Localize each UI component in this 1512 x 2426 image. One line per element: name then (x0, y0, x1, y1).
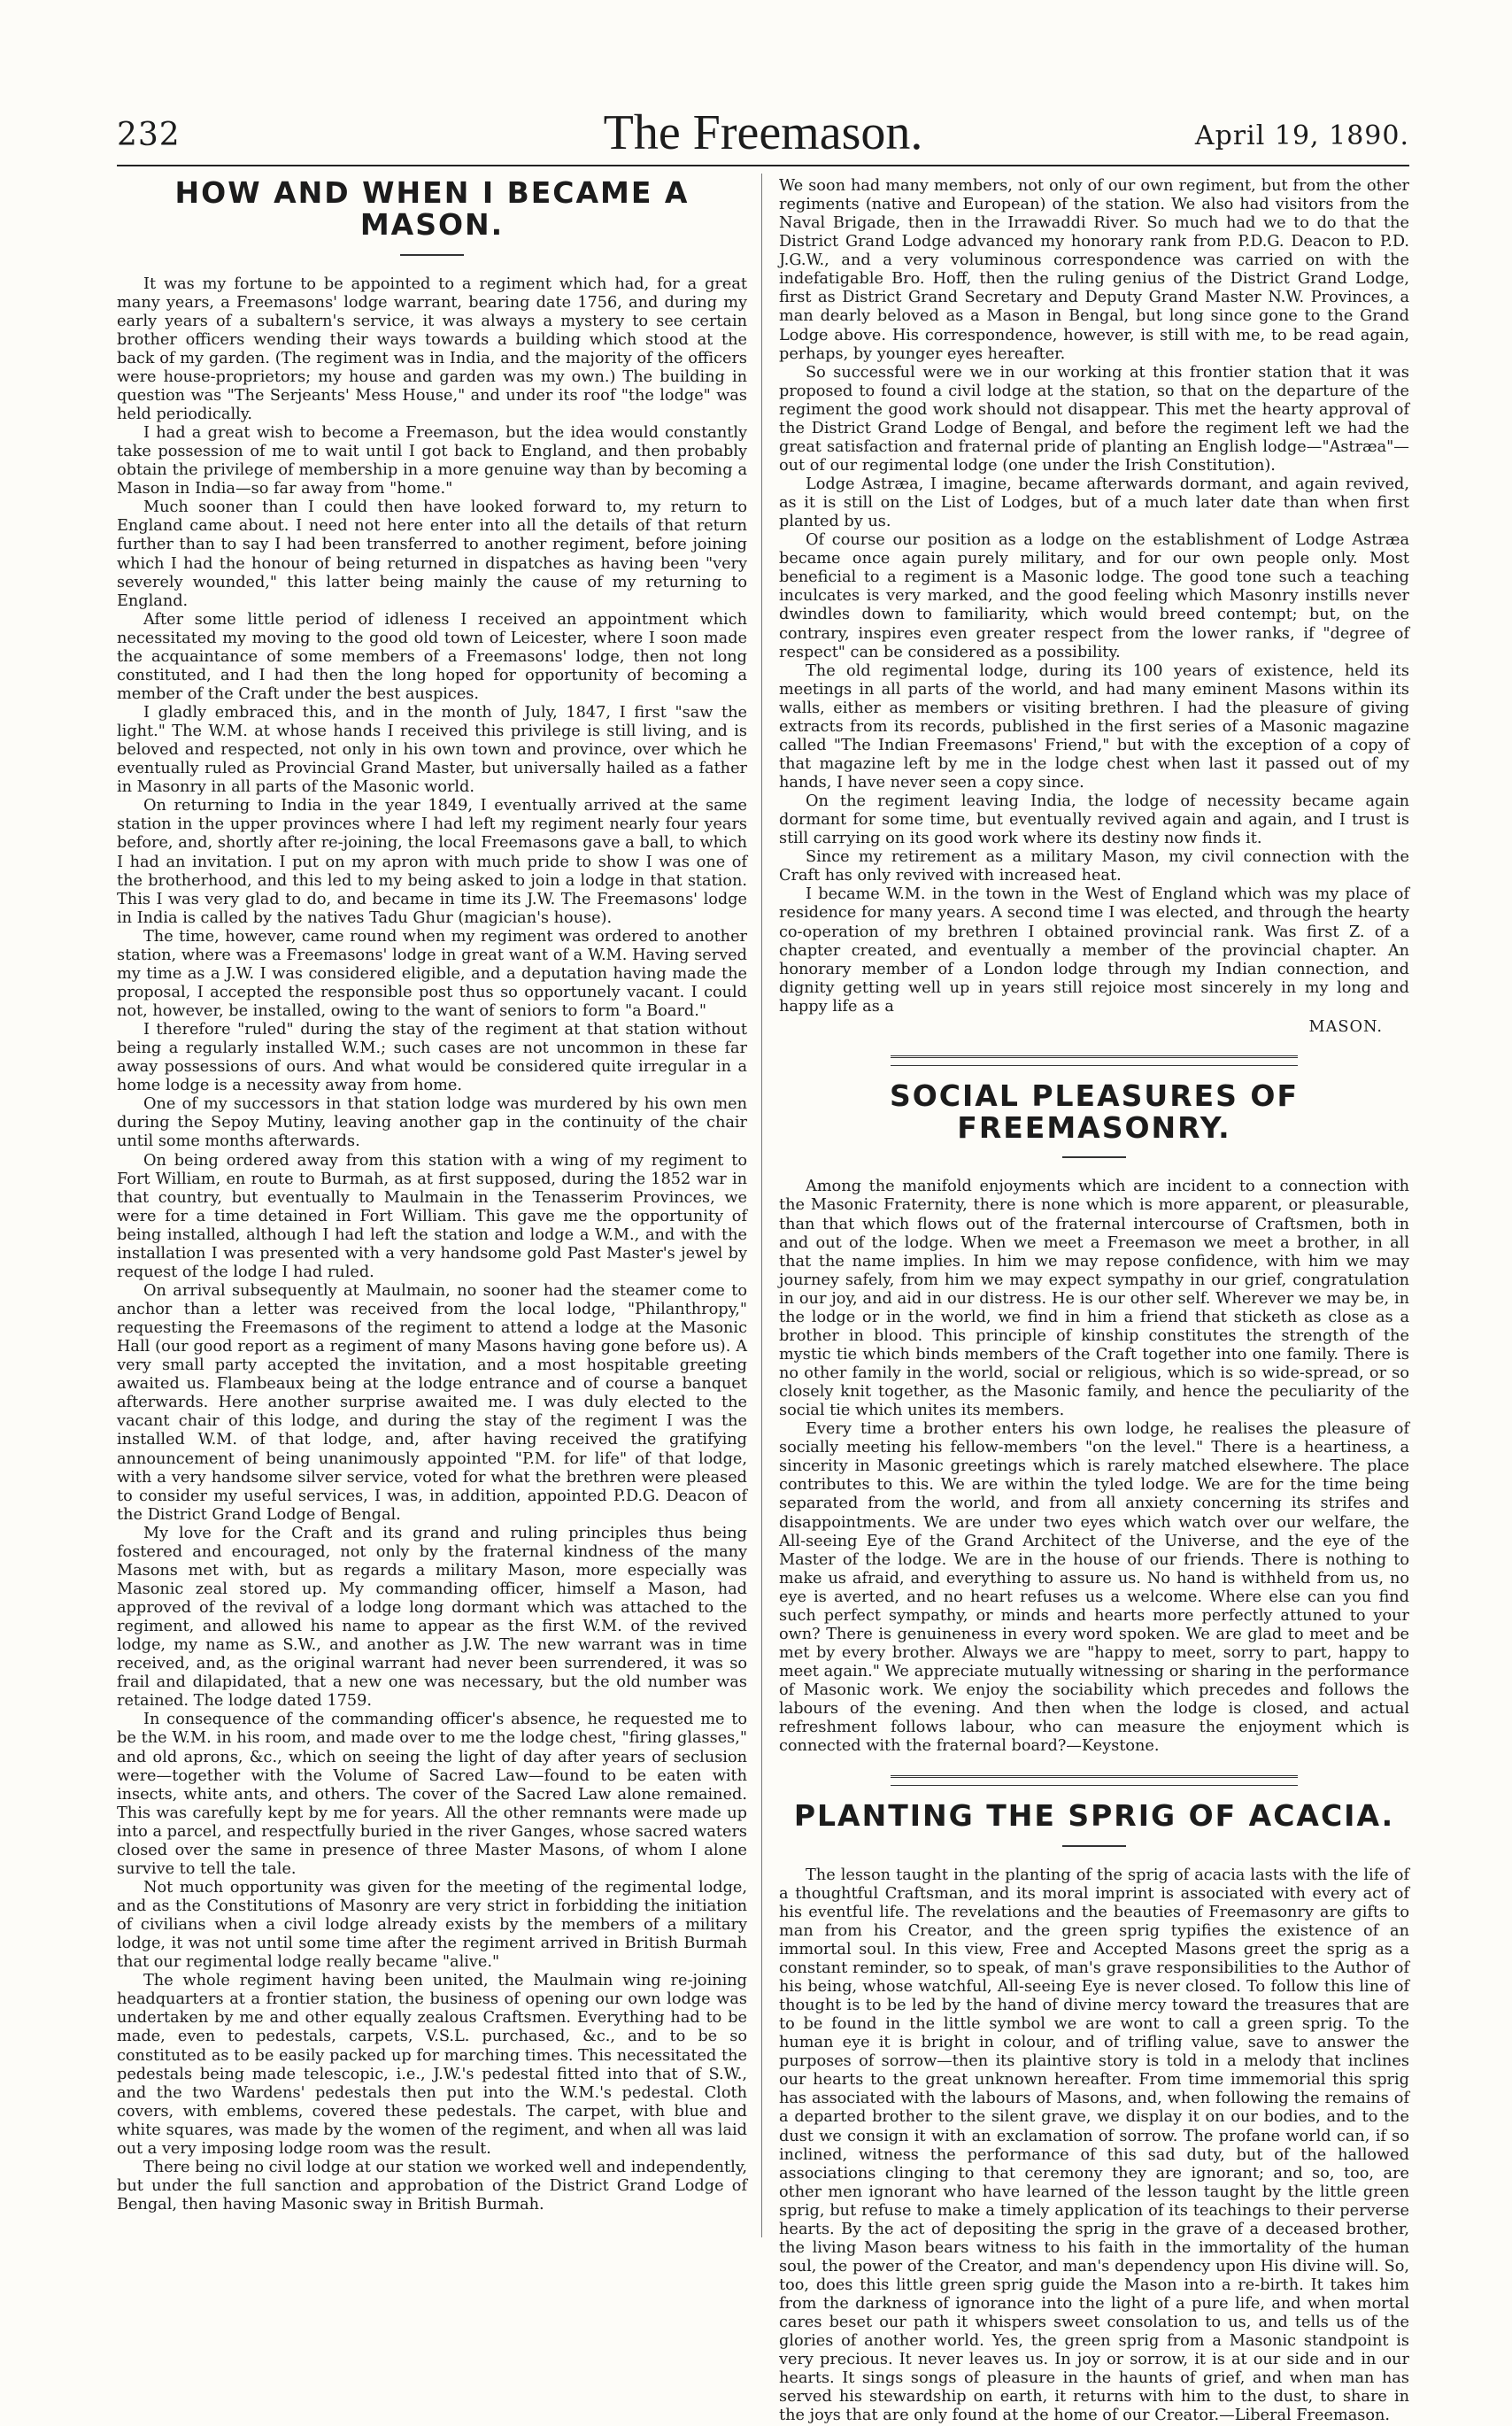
paragraph: The lesson taught in the planting of the sprig of acacia lasts with the life of a thoughtful Craftsman, and its moral imprint is associated with every act of his eventful life. The revelations and the beauties of Freemasonry are gifts to man from his Creator, and the green sprig typifies the existence of an immortal soul. In this view, Free and Accepted Masons greet the sprig as a constant reminder, so to speak, of man's grave responsibilities to the Author of his being, whose watchful, All-seeing Eye is never closed. To follow this line of thought is to be led by the hand of divine mercy toward the treasures that are to be found in the little symbol we are wont to call a green sprig. To the human eye it is bright in colour, and of trifling value, save to answer the purposes of sorrow—then its plaintive story is told in a melody that inclines our hearts to the great unknown hereafter. From time immemorial this sprig has associated with the labours of Masons, and, when following the remains of a departed brother to the silent grave, we display it on our bodies, and to the dust we consign it with an exclamation of sorrow. The profane world can, if so inclined, witness the performance of this sad duty, but of the hallowed associations clinging to that ceremony they are ignorant; and so, too, are other men ignorant who have learned of the lesson taught by the little green sprig, but refuse to make a timely application of its teachings to their perverse hearts. By the act of depositing the sprig in the grave of a deceased brother, the living Mason bears witness to his faith in the immortality of the human soul, the power of the Creator, and man's dependency upon His divine will. So, too, does this little green sprig guide the Mason into a re-birth. It takes him from the darkness of ignorance into the light of a pure life, and when mortal cares beset our path it whispers sweet consolation to us, and tells us of the glories of another world. Yes, the green sprig from a Masonic standpoint is very precious. It never leaves us. In joy or sorrow, it is at our side and in our hearts. It sings songs of pleasure in the haunts of grief, and when man has served his stewardship on earth, it returns with him to the dust, to share in the joys that are only found at the home of our Creator.—Liberal Freemason. (779, 1866, 1409, 2425)
title-rule (1062, 1156, 1126, 1158)
paragraph: So successful were we in our working at this frontier station that it was proposed to found a civil lodge at the station, so that on the departure of the regiment the good work should not disappear. This met the hearty approval of the District Grand Lodge of Bengal, and before the regiment left we had the great satisfaction and fraternal pride of planting an English lodge—"Astræa"—out of our regimental lodge (one under the Irish Constitution). (779, 363, 1409, 475)
paragraph: Much sooner than I could then have looked forward to, my return to England came about. I need not here enter into all the details of that return further than to say I had been transferred to another regiment, before joining which I had the honour of being returned in dispatches as having been "very severely wounded," this latter being mainly the cause of my returning to England. (117, 498, 747, 610)
paragraph: I therefore "ruled" during the stay of the regiment at that station without being a regularly installed W.M.; such cases are not uncommon in these far away possessions of ours. And what would be considered quite irregular in a home lodge is a necessity away from home. (117, 1021, 747, 1095)
article-social-pleasures (779, 1080, 1409, 1757)
paragraph: It was my fortune to be appointed to a regiment which had, for a great many years, a Freemasons' lodge warrant, bearing date 1756, and during my early years of a subaltern's service, it was always a mystery to see certain brother officers wending their ways towards a building which stood at the back of my garden. (The regiment was in India, and the majority of the officers were house-proprietors; my house and garden was my own.) The building in question was "The Serjeants' Mess House," and under its roof "the lodge" was held periodically. (117, 274, 747, 424)
paragraph: There being no civil lodge at our station we worked well and independently, but under the full sanction and approbation of the District Grand Lodge of Bengal, then having Masonic sway in British Burmah. (117, 2158, 747, 2214)
paragraph: Of course our position as a lodge on the establishment of Lodge Astræa became once again purely military, and for our own people only. Most beneficial to a regiment is a Masonic lodge. The good tone such a teaching inculcates is very marked, and the good feeling which Masonry instills never dwindles down to familiarity, which would breed contempt; but, on the contrary, inspires even greater respect from the lower ranks, if "degree of respect" can be considered as a possibility. (779, 531, 1409, 661)
article-title: SOCIAL PLEASURES OF FREEMASONRY. (889, 1078, 1300, 1146)
right-column (779, 177, 1409, 2425)
paragraph: Lodge Astræa, I imagine, became afterwards dormant, and again revived, as it is still on the List of Lodges, but of a much later date than when first planted by us. (779, 475, 1409, 531)
paragraph: On the regiment leaving India, the lodge of necessity became again dormant for some time, but eventually revived again and again, and I trust is still carrying on its good work where its destiny now finds it. (779, 792, 1409, 848)
paragraph: Since my retirement as a military Mason, my civil connection with the Craft has only revived with increased heat. (779, 848, 1409, 885)
paragraph: The whole regiment having been united, the Maulmain wing re-joining headquarters at a frontier station, the business of opening our own lodge was undertaken by me and other equally zealous Craftsmen. Everything had to be made, even to pedestals, carpets, V.S.L. purchased, &c., and to be so constituted as to be easily packed up for marching times. This necessitated the pedestals being made telescopic, i.e., J.W.'s pedestal fitted into that of S.W., and the two Wardens' pedestals then put into the W.M.'s pedestal. Cloth covers, with emblems, covered these pedestals. The carpet, with blue and white squares, was made by the women of the regiment, and when all was laid out a very imposing lodge room was the result. (117, 1972, 747, 2158)
page-header (117, 104, 1409, 159)
column-divider (761, 174, 762, 2237)
header-rule (117, 165, 1409, 166)
section-divider (891, 1055, 1298, 1066)
paragraph: I had a great wish to become a Freemason, but the idea would constantly take possession of me to wait until I got back to England, and then probably obtain the privilege of membership in a more genuine way than by becoming a Mason in India—so far away from "home." (117, 424, 747, 498)
paragraph: One of my successors in that station lodge was murdered by his own men during the Sepoy Mutiny, leaving another gap in the continuity of the chair until some months afterwards. (117, 1095, 747, 1151)
paragraph: On being ordered away from this station with a wing of my regiment to Fort William, en route to Burmah, as at first supposed, during the 1852 war in that country, but eventually to Maulmain in the Tenasserim Provinces, we were for a time detained in Fort William. This gave me the opportunity of being installed, although I had left the station and lodge a W.M., and with the installation I was presented with a very handsome gold Past Master's jewel by request of the lodge I had ruled. (117, 1151, 747, 1281)
paragraph: Among the manifold enjoyments which are incident to a connection with the Masonic Fraternity, there is none which is more apparent, or pleasurable, than that which flows out of the fraternal intercourse of Craftsmen, both in and out of the lodge. When we meet a Freemason we meet a brother, in all that the name implies. In him we may repose confidence, with him we may journey safely, from him we may expect sympathy in our grief, congratulation in our joy, and aid in our distress. He is our other self. Wherever we may be, in the lodge or in the world, we find in him a friend that sticketh as close as a brother in blood. This principle of kinship constitutes the strength of the mystic tie which binds members of the Craft together into one family. There is no other family in the world, social or religious, which is so wide-spread, or so closely knit together, as the Masonic family, and hence the peculiarity of the social tie which unites its members. (779, 1178, 1409, 1420)
issue-date: April 19, 1890. (1194, 120, 1409, 151)
article-how-and-when (117, 177, 747, 2214)
page-number: 232 (117, 117, 181, 153)
author-signature: MASON. (1308, 1017, 1383, 1036)
paragraph: After some little period of idleness I received an appointment which necessitated my moving to the good old town of Leicester, where I soon made the acquaintance of some members of a Freemasons' lodge, then not long constituted, and I had then the long hoped for opportunity of becoming a member of the Craft under the best auspices. (117, 610, 747, 703)
paragraph: I became W.M. in the town in the West of England which was my place of residence for many years. A second time I was elected, and through the hearty co-operation of my brethren I obtained provincial rank. Was first Z. of a chapter created, and eventually a member of the provincial chapter. An honorary member of a London lodge through my Indian connection, and dignity getting well up in years still rejoice most sincerely in my long and happy life as a (779, 885, 1409, 1016)
newspaper-title: The Freemason. (603, 105, 923, 160)
paragraph: I gladly embraced this, and in the month of July, 1847, I first "saw the light." The W.M. at whose hands I received this privilege is still living, and is beloved and respected, not only in his own town and province, over which he eventually ruled as Provincial Grand Master, but universally hailed as a father in Masonry in all parts of the Masonic world. (117, 704, 747, 797)
paragraph: Every time a brother enters his own lodge, he realises the pleasure of socially meeting his fellow-members "on the level." There is a heartiness, a sincerity in Masonic greetings which is rarely matched elsewhere. The place contributes to this. We are within the tyled lodge. We are for the time being separated from the world, and from all anxiety concerning its strifes and disappointments. We are under two eyes which watch over our welfare, the All-seeing Eye of the Grand Architect of the Universe, and the eye of the Master of the lodge. We are in the house of our friends. There is nothing to make us afraid, and everything to assure us. No hand is withheld from us, no eye is averted, and no heart refuses us a welcome. Where else can you find such perfect sympathy, or minds and hearts more perfectly attuned to your own? There is genuineness in every word spoken. We are glad to meet and be met by every brother. Always we are "happy to meet, sorry to part, happy to meet again." We appreciate mutually witnessing or sharing in the performance of Masonic work. We enjoy the sociability which precedes and follows the labours of the evening. And then when the lodge is closed, and actual refreshment follows labour, who can measure the enjoyment which is connected with the fraternal board?—Keystone. (779, 1420, 1409, 1756)
paragraph: The time, however, came round when my regiment was ordered to another station, where was a Freemasons' lodge in great want of a W.M. Having served my time as a J.W. I was considered eligible, and a deputation having made the proposal, I accepted the responsible post thus so opportunely vacant. I could not, however, be installed, owing to the want of seniors to form "a Board." (117, 927, 747, 1021)
article-planting-sprig (779, 1800, 1409, 2425)
article-title: PLANTING THE SPRIG OF ACACIA. (793, 1798, 1395, 1834)
title-rule (400, 254, 464, 256)
paragraph: Not much opportunity was given for the meeting of the regimental lodge, and as the Constitutions of Masonry are very strict in forbidding the initiation of civilians when a civil lodge already exists by the members of a military lodge, it was not until some time after the regiment arrived in British Burmah that our regimental lodge really became "alive." (117, 1878, 747, 1972)
paragraph: We soon had many members, not only of our own regiment, but from the other regiments (native and European) of the station. We also had visitors from the Naval Brigade, then in the Irrawaddi River. So much had we to do that the District Grand Lodge advanced my honorary rank from P.D.G. Deacon to P.D. J.G.W., and a very voluminous correspondence was carried on with the indefatigable Bro. Hoff, then the ruling genius of the District Grand Lodge, first as District Grand Secretary and Deputy Grand Master N.W. Provinces, a man dearly beloved as a Mason in Bengal, but long since gone to the Grand Lodge above. His correspondence, however, is still with me, to be read again, perhaps, by younger eyes hereafter. (779, 177, 1409, 363)
paragraph: On arrival subsequently at Maulmain, no sooner had the steamer come to anchor than a letter was received from the local lodge, "Philanthropy," requesting the Freemasons of the regiment to attend a lodge at the Masonic Hall (our good report as a regiment of many Masons having gone before us). A very small party accepted the invitation, and a most hospitable greeting awaited us. Flambeaux being at the lodge entrance and of course a banquet afterwards. Here another surprise awaited me. I was duly elected to the vacant chair of this lodge, and during the stay of the regiment I was the installed W.M. of that lodge, and, after having received the gratifying announcement of being unanimously appointed "P.M. for life" of that lodge, with a very handsome silver service, voted for what the brethren were pleased to consider my useful services, I was, in addition, appointed P.D.G. Deacon of the District Grand Lodge of Bengal. (117, 1281, 747, 1524)
left-column (117, 177, 747, 2255)
title-rule (1062, 1845, 1126, 1847)
article-how-and-when-continued (779, 177, 1409, 1036)
paragraph: In consequence of the commanding officer's absence, he requested me to be the W.M. in his room, and made over to me the lodge chest, "firing glasses," and old aprons, &c., which on seeing the light of day after years of seclusion were—together with the Volume of Sacred Law—found to be eaten with insects, white ants, and others. The cover of the Sacred Law alone remained. This was carefully kept by me for years. All the other remnants were made up into a parcel, and respectfully buried in the river Ganges, whose sacred waters closed over the same in presence of three Master Masons, of whom I alone survive to tell the tale. (117, 1711, 747, 1878)
paragraph: The old regimental lodge, during its 100 years of existence, held its meetings in all parts of the world, and had many eminent Masons within its walls, either as members or visiting brethren. I had the pleasure of giving extracts from its records, published in the first series of a Masonic magazine called "The Indian Freemasons' Friend," but with the exception of a copy of that magazine left by me in the lodge chest when last it passed out of my hands, I have never seen a copy since. (779, 661, 1409, 792)
section-divider (891, 1775, 1298, 1786)
paragraph: On returning to India in the year 1849, I eventually arrived at the same station in the upper provinces where I had left my regiment nearly four years before, and, shortly after re-joining, the local Freemasons gave a ball, to which I had an invitation. I put on my apron with much pride to show I was one of the brotherhood, and this led to my being asked to join a lodge in that station. This I was very glad to do, and became in time its J.W. The Freemasons' lodge in India is called by the natives Tadu Ghur (magician's house). (117, 797, 747, 927)
paragraph: My love for the Craft and its grand and ruling principles thus being fostered and encouraged, not only by the fraternal kindness of the many Masons met with, but as regards a military Mason, more especially was Masonic zeal stored up. My commanding officer, himself a Mason, had approved of the revival of a lodge long dormant which was attached to the regiment, and allowed his name to appear as the first W.M. of the revived lodge, my name as S.W., and another as J.W. The new warrant was in time received, and, as the original warrant had never been surrendered, it was so frail and dilapidated, that a new one was necessary, but the old number was retained. The lodge dated 1759. (117, 1524, 747, 1711)
article-title: HOW AND WHEN I BECAME A MASON. (174, 175, 690, 243)
